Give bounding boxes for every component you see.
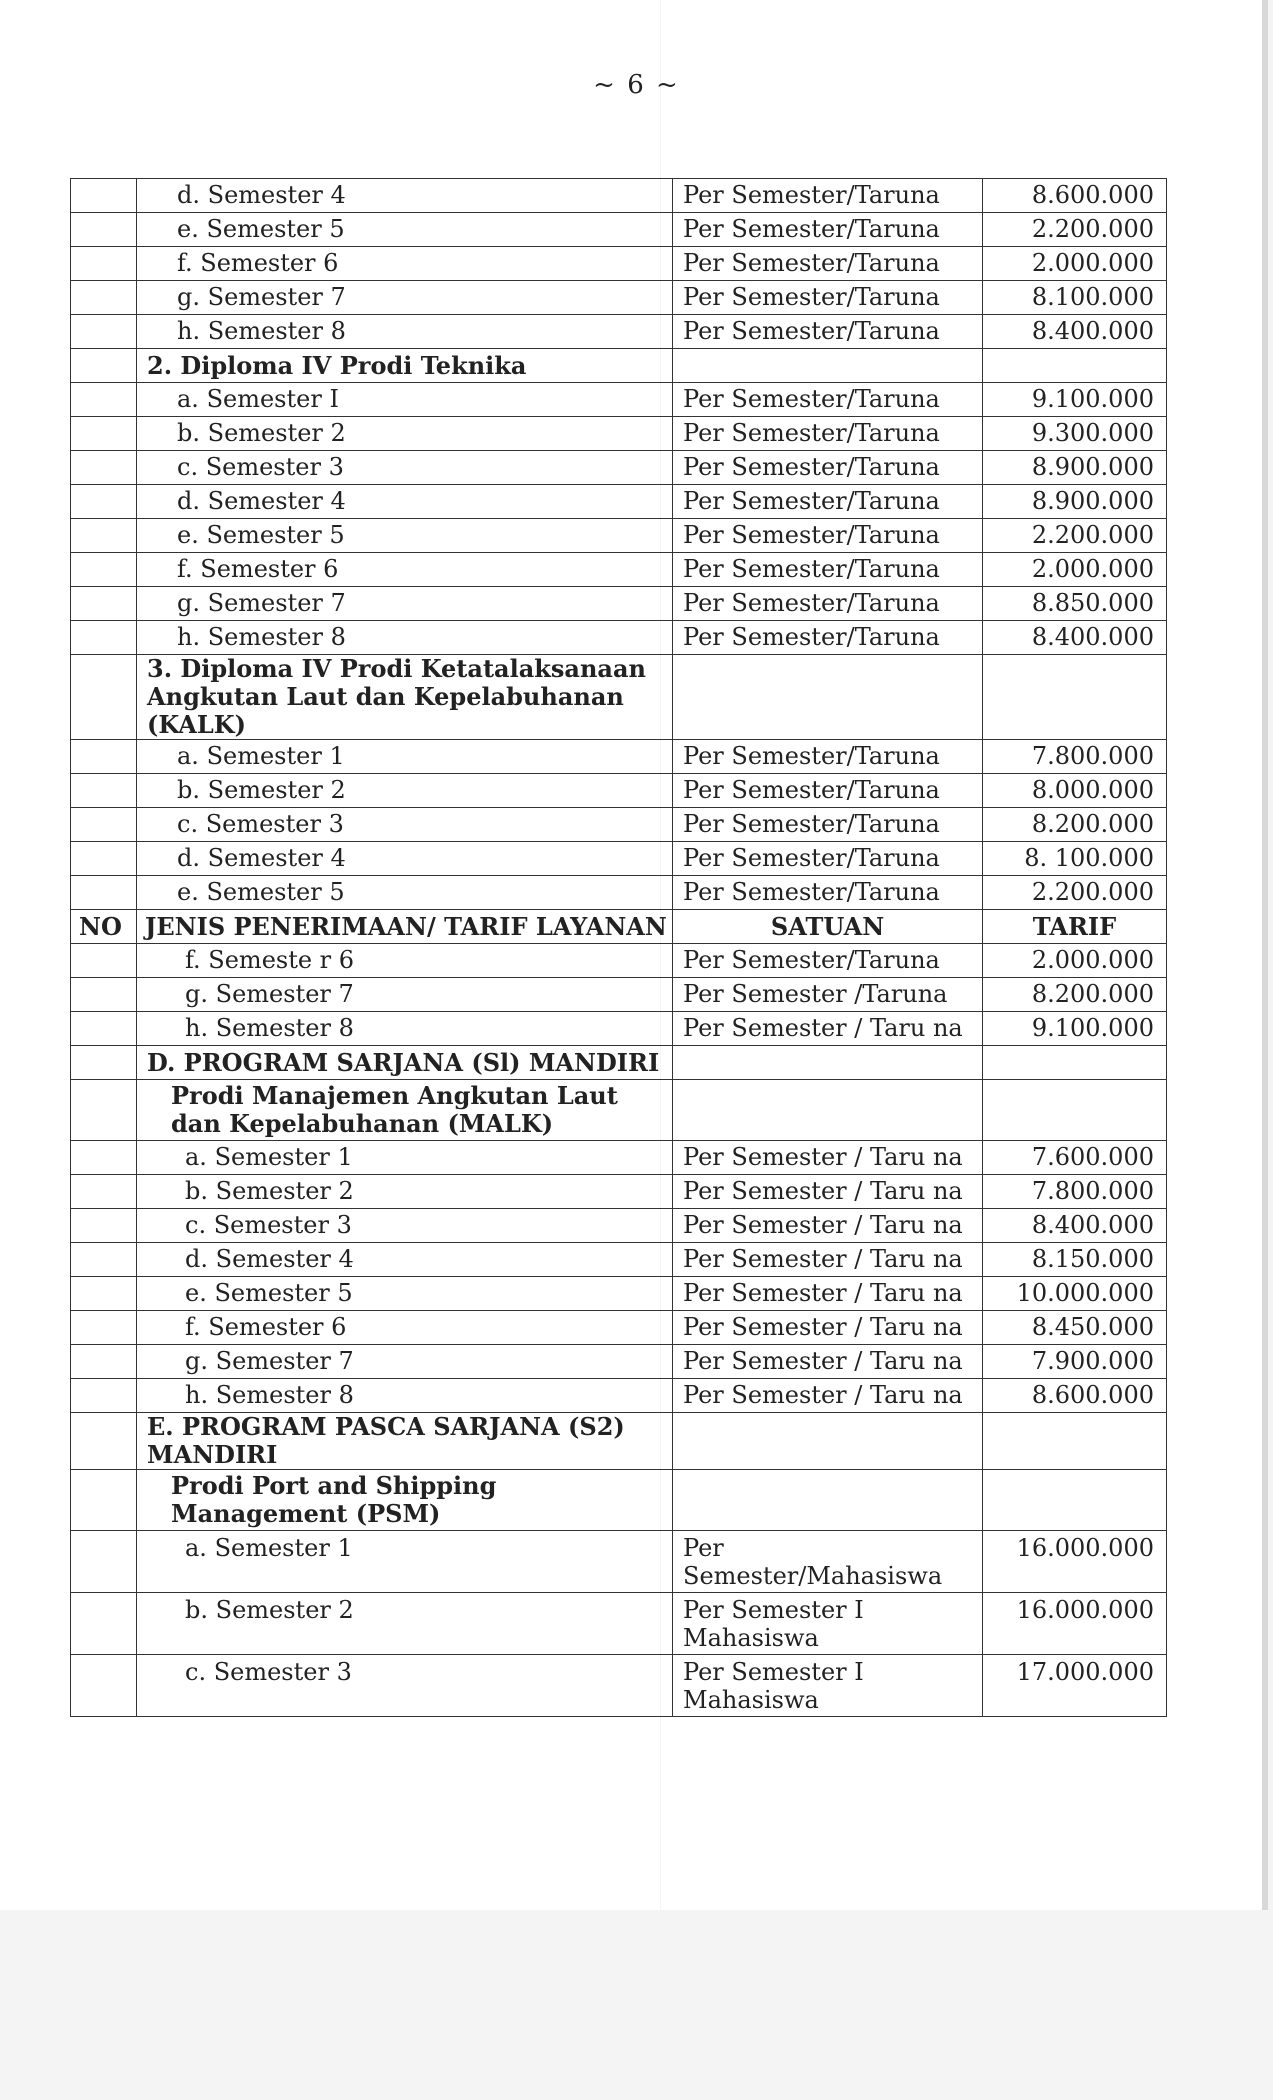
row-number-cell [71, 774, 137, 808]
satuan-cell [673, 1046, 983, 1080]
jenis-cell: Prodi Manajemen Angkutan Laut dan Kepelabuhanan (MALK) [137, 1080, 673, 1141]
tarif-cell: 8.900.000 [983, 451, 1167, 485]
tarif-cell: 7.800.000 [983, 1175, 1167, 1209]
tarif-cell [983, 1046, 1167, 1080]
row-number-cell [71, 808, 137, 842]
row-number-cell [71, 1080, 137, 1141]
row-number-cell [71, 1175, 137, 1209]
table-row [71, 213, 1167, 247]
tarif-cell: 9.300.000 [983, 417, 1167, 451]
table-row [71, 451, 1167, 485]
row-number-cell [71, 349, 137, 383]
row-number-cell [71, 978, 137, 1012]
section-row [71, 1470, 1167, 1531]
table-row [71, 587, 1167, 621]
satuan-cell: Per Semester/Taruna [673, 553, 983, 587]
table-row [71, 485, 1167, 519]
row-number-cell [71, 179, 137, 213]
tarif-cell: 7.800.000 [983, 740, 1167, 774]
tarif-cell: 8.450.000 [983, 1311, 1167, 1345]
jenis-cell: 2. Diploma IV Prodi Teknika [137, 349, 673, 383]
row-number-cell [71, 553, 137, 587]
table-row [71, 1175, 1167, 1209]
page-number: ~ 6 ~ [593, 70, 680, 100]
row-number-cell [71, 1470, 137, 1531]
satuan-cell: Per Semester/Taruna [673, 774, 983, 808]
tarif-cell: 7.900.000 [983, 1345, 1167, 1379]
tarif-cell: 8.150.000 [983, 1243, 1167, 1277]
satuan-cell: Per Semester/Taruna [673, 621, 983, 655]
jenis-cell: a. Semester I [137, 383, 673, 417]
table-row [71, 553, 1167, 587]
row-number-cell [71, 519, 137, 553]
table-row [71, 978, 1167, 1012]
jenis-cell: f. Semeste r 6 [137, 944, 673, 978]
tarif-cell: 8. 100.000 [983, 842, 1167, 876]
tarif-cell: 2.000.000 [983, 247, 1167, 281]
jenis-cell: e. Semester 5 [137, 876, 673, 910]
jenis-cell: h. Semester 8 [137, 315, 673, 349]
row-number-cell [71, 587, 137, 621]
row-number-cell [71, 1141, 137, 1175]
tarif-cell: 8.400.000 [983, 621, 1167, 655]
jenis-cell: f. Semester 6 [137, 553, 673, 587]
row-number-cell [71, 655, 137, 740]
satuan-cell: Per Semester / Taru na [673, 1141, 983, 1175]
header-no: NO [71, 910, 137, 944]
satuan-cell: Per Semester / Taru na [673, 1311, 983, 1345]
table-row [71, 247, 1167, 281]
tarif-cell: 8.200.000 [983, 978, 1167, 1012]
jenis-cell: b. Semester 2 [137, 1175, 673, 1209]
table-row [71, 315, 1167, 349]
row-number-cell [71, 383, 137, 417]
tarif-cell: 10.000.000 [983, 1277, 1167, 1311]
table-row [71, 876, 1167, 910]
row-number-cell [71, 1046, 137, 1080]
tarif-cell: 2.200.000 [983, 519, 1167, 553]
row-number-cell [71, 451, 137, 485]
jenis-cell: d. Semester 4 [137, 485, 673, 519]
table-row [71, 1655, 1167, 1717]
jenis-cell: c. Semester 3 [137, 1209, 673, 1243]
tarif-cell [983, 349, 1167, 383]
table-header-row [71, 910, 1167, 944]
tarif-cell: 8.850.000 [983, 587, 1167, 621]
tarif-cell: 8.400.000 [983, 1209, 1167, 1243]
jenis-cell: b. Semester 2 [137, 774, 673, 808]
tarif-cell: 16.000.000 [983, 1531, 1167, 1593]
satuan-cell [673, 1470, 983, 1531]
table-row [71, 1311, 1167, 1345]
row-number-cell [71, 1012, 137, 1046]
table-row [71, 1277, 1167, 1311]
row-number-cell [71, 315, 137, 349]
jenis-cell: f. Semester 6 [137, 1311, 673, 1345]
row-number-cell [71, 876, 137, 910]
satuan-cell: Per Semester/Taruna [673, 842, 983, 876]
jenis-cell: c. Semester 3 [137, 451, 673, 485]
table-row [71, 179, 1167, 213]
jenis-cell: c. Semester 3 [137, 1655, 673, 1717]
table-row [71, 774, 1167, 808]
jenis-cell: g. Semester 7 [137, 281, 673, 315]
tarif-cell: 8.400.000 [983, 315, 1167, 349]
satuan-cell: Per Semester / Taru na [673, 1209, 983, 1243]
jenis-cell: d. Semester 4 [137, 842, 673, 876]
tarif-cell: 17.000.000 [983, 1655, 1167, 1717]
jenis-cell: f. Semester 6 [137, 247, 673, 281]
table-row [71, 1531, 1167, 1593]
satuan-cell [673, 655, 983, 740]
tariff-table-body [71, 179, 1167, 1717]
satuan-cell: Per Semester/Taruna [673, 485, 983, 519]
row-number-cell [71, 1209, 137, 1243]
jenis-cell: e. Semester 5 [137, 213, 673, 247]
jenis-cell: h. Semester 8 [137, 1379, 673, 1413]
satuan-cell: Per Semester / Taru na [673, 1345, 983, 1379]
jenis-cell: g. Semester 7 [137, 978, 673, 1012]
row-number-cell [71, 1311, 137, 1345]
jenis-cell: E. PROGRAM PASCA SARJANA (S2) MANDIRI [137, 1413, 673, 1470]
row-number-cell [71, 1243, 137, 1277]
header-satuan: SATUAN [673, 910, 983, 944]
table-row [71, 281, 1167, 315]
jenis-cell: c. Semester 3 [137, 808, 673, 842]
jenis-cell: d. Semester 4 [137, 179, 673, 213]
table-row [71, 1012, 1167, 1046]
table-row [71, 1379, 1167, 1413]
satuan-cell [673, 1413, 983, 1470]
satuan-cell: Per Semester/Taruna [673, 808, 983, 842]
row-number-cell [71, 740, 137, 774]
jenis-cell: a. Semester 1 [137, 740, 673, 774]
table-row [71, 808, 1167, 842]
section-row [71, 655, 1167, 740]
table-row [71, 740, 1167, 774]
row-number-cell [71, 944, 137, 978]
tarif-cell: 8.200.000 [983, 808, 1167, 842]
table-row [71, 842, 1167, 876]
table-row [71, 383, 1167, 417]
jenis-cell: h. Semester 8 [137, 1012, 673, 1046]
satuan-cell [673, 349, 983, 383]
row-number-cell [71, 281, 137, 315]
satuan-cell: Per Semester / Taru na [673, 1012, 983, 1046]
row-number-cell [71, 621, 137, 655]
section-row [71, 1046, 1167, 1080]
satuan-cell: Per Semester / Taru na [673, 1175, 983, 1209]
row-number-cell [71, 1655, 137, 1717]
satuan-cell: Per Semester / Taru na [673, 1277, 983, 1311]
table-row [71, 519, 1167, 553]
satuan-cell: Per Semester /Taruna [673, 978, 983, 1012]
row-number-cell [71, 485, 137, 519]
row-number-cell [71, 1277, 137, 1311]
section-row [71, 1413, 1167, 1470]
satuan-cell: Per Semester/Taruna [673, 944, 983, 978]
table-row [71, 1345, 1167, 1379]
satuan-cell: Per Semester/Taruna [673, 383, 983, 417]
table-row [71, 417, 1167, 451]
section-row [71, 1080, 1167, 1141]
tarif-cell: 9.100.000 [983, 383, 1167, 417]
tariff-table [70, 178, 1167, 1717]
row-number-cell [71, 1413, 137, 1470]
row-number-cell [71, 247, 137, 281]
tarif-cell [983, 655, 1167, 740]
jenis-cell: e. Semester 5 [137, 1277, 673, 1311]
section-row [71, 349, 1167, 383]
satuan-cell: Per Semester/Taruna [673, 179, 983, 213]
satuan-cell: Per Semester/Taruna [673, 213, 983, 247]
table-row [71, 1243, 1167, 1277]
jenis-cell: b. Semester 2 [137, 417, 673, 451]
jenis-cell: D. PROGRAM SARJANA (Sl) MANDIRI [137, 1046, 673, 1080]
satuan-cell: Per Semester/Taruna [673, 315, 983, 349]
row-number-cell [71, 1531, 137, 1593]
jenis-cell: h. Semester 8 [137, 621, 673, 655]
tarif-cell: 2.200.000 [983, 213, 1167, 247]
tarif-cell: 8.000.000 [983, 774, 1167, 808]
header-tarif: TARIF [983, 910, 1167, 944]
jenis-cell: b. Semester 2 [137, 1593, 673, 1655]
row-number-cell [71, 1379, 137, 1413]
header-jenis: JENIS PENERIMAAN/ TARIF LAYANAN [137, 910, 673, 944]
satuan-cell: Per Semester/Taruna [673, 519, 983, 553]
satuan-cell: Per Semester/Mahasiswa [673, 1531, 983, 1593]
satuan-cell [673, 1080, 983, 1141]
tarif-cell: 2.000.000 [983, 944, 1167, 978]
jenis-cell: e. Semester 5 [137, 519, 673, 553]
satuan-cell: Per Semester/Taruna [673, 451, 983, 485]
table-row [71, 1209, 1167, 1243]
jenis-cell: d. Semester 4 [137, 1243, 673, 1277]
jenis-cell: g. Semester 7 [137, 1345, 673, 1379]
tarif-cell: 8.900.000 [983, 485, 1167, 519]
tarif-cell: 8.600.000 [983, 1379, 1167, 1413]
satuan-cell: Per Semester/Taruna [673, 417, 983, 451]
satuan-cell: Per Semester/Taruna [673, 740, 983, 774]
jenis-cell: Prodi Port and Shipping Management (PSM) [137, 1470, 673, 1531]
jenis-cell: g. Semester 7 [137, 587, 673, 621]
satuan-cell: Per Semester/Taruna [673, 876, 983, 910]
tarif-cell: 8.600.000 [983, 179, 1167, 213]
table-row [71, 1141, 1167, 1175]
row-number-cell [71, 1345, 137, 1379]
tarif-cell: 7.600.000 [983, 1141, 1167, 1175]
tarif-cell [983, 1080, 1167, 1141]
satuan-cell: Per Semester / Taru na [673, 1243, 983, 1277]
satuan-cell: Per Semester/Taruna [673, 247, 983, 281]
satuan-cell: Per Semester/Taruna [673, 587, 983, 621]
satuan-cell: Per Semester I Mahasiswa [673, 1593, 983, 1655]
row-number-cell [71, 213, 137, 247]
row-number-cell [71, 417, 137, 451]
row-number-cell [71, 1593, 137, 1655]
tarif-cell: 8.100.000 [983, 281, 1167, 315]
table-row [71, 944, 1167, 978]
tarif-cell [983, 1413, 1167, 1470]
satuan-cell: Per Semester/Taruna [673, 281, 983, 315]
jenis-cell: 3. Diploma IV Prodi Ketatalaksanaan Angkutan Laut dan Kepelabuhanan (KALK) [137, 655, 673, 740]
tarif-cell [983, 1470, 1167, 1531]
satuan-cell: Per Semester / Taru na [673, 1379, 983, 1413]
tarif-cell: 2.200.000 [983, 876, 1167, 910]
satuan-cell: Per Semester I Mahasiswa [673, 1655, 983, 1717]
table-row [71, 1593, 1167, 1655]
tarif-cell: 9.100.000 [983, 1012, 1167, 1046]
table-row [71, 621, 1167, 655]
row-number-cell [71, 842, 137, 876]
tarif-cell: 16.000.000 [983, 1593, 1167, 1655]
jenis-cell: a. Semester 1 [137, 1531, 673, 1593]
tarif-cell: 2.000.000 [983, 553, 1167, 587]
jenis-cell: a. Semester 1 [137, 1141, 673, 1175]
